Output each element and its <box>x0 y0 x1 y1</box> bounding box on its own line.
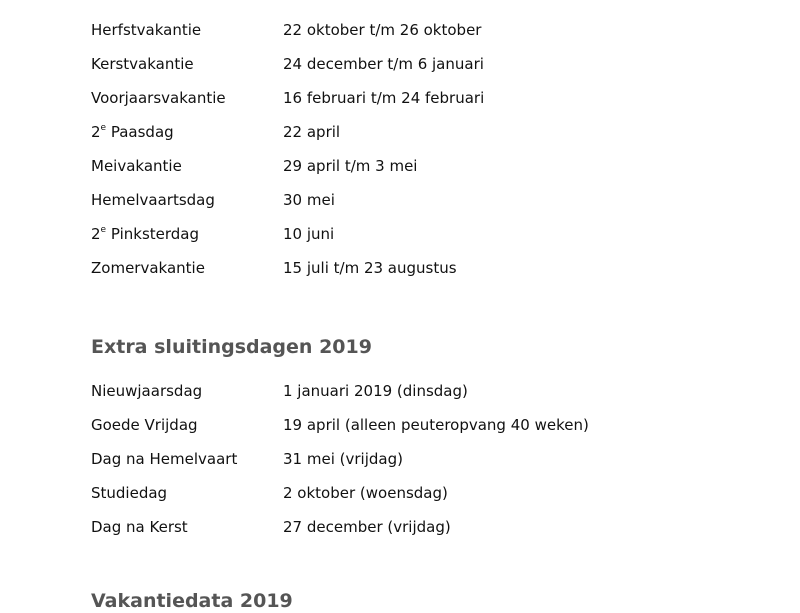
table-row <box>91 449 731 483</box>
table-row <box>91 190 731 224</box>
table-row <box>91 122 731 156</box>
row-label: Hemelvaartsdag <box>91 191 215 209</box>
table-row <box>91 415 731 449</box>
row-value: 10 juni <box>283 225 335 243</box>
table-row <box>91 156 731 190</box>
closing-days-table <box>91 381 731 551</box>
row-value: 22 oktober t/m 26 oktober <box>283 21 482 39</box>
row-value: 2 oktober (woensdag) <box>283 484 448 502</box>
table-row <box>91 517 731 551</box>
row-label: Dag na Hemelvaart <box>91 450 238 468</box>
row-value: 27 december (vrijdag) <box>283 518 451 536</box>
table-row <box>91 381 731 415</box>
row-label: Nieuwjaarsdag <box>91 382 203 400</box>
row-value: 19 april (alleen peuteropvang 40 weken) <box>283 416 589 434</box>
table-row <box>91 258 731 292</box>
row-value: 30 mei <box>283 191 335 209</box>
row-label: Goede Vrijdag <box>91 416 198 434</box>
row-value: 22 april <box>283 123 341 141</box>
table-row <box>91 88 731 122</box>
row-label: Zomervakantie <box>91 259 205 277</box>
table-row <box>91 20 731 54</box>
row-value: 31 mei (vrijdag) <box>283 450 403 468</box>
row-label: 2e Pinksterdag <box>91 225 200 243</box>
row-value: 29 april t/m 3 mei <box>283 157 418 175</box>
table-row <box>91 54 731 88</box>
row-label: Meivakantie <box>91 157 182 175</box>
vacation-table <box>91 20 731 292</box>
row-label: Herfstvakantie <box>91 21 202 39</box>
row-value: 24 december t/m 6 januari <box>283 55 484 73</box>
row-label: Studiedag <box>91 484 168 502</box>
row-value: 16 februari t/m 24 februari <box>283 89 485 107</box>
section-heading: Extra sluitingsdagen 2019 <box>91 336 372 358</box>
row-label: 2e Paasdag <box>91 123 174 141</box>
table-row <box>91 224 731 258</box>
row-value: 15 juli t/m 23 augustus <box>283 259 457 277</box>
table-row <box>91 483 731 517</box>
row-label: Dag na Kerst <box>91 518 188 536</box>
row-label: Voorjaarsvakantie <box>91 89 226 107</box>
row-value: 1 januari 2019 (dinsdag) <box>283 382 468 400</box>
section-heading-partial: Vakantiedata 2019 <box>91 590 293 612</box>
row-label: Kerstvakantie <box>91 55 194 73</box>
